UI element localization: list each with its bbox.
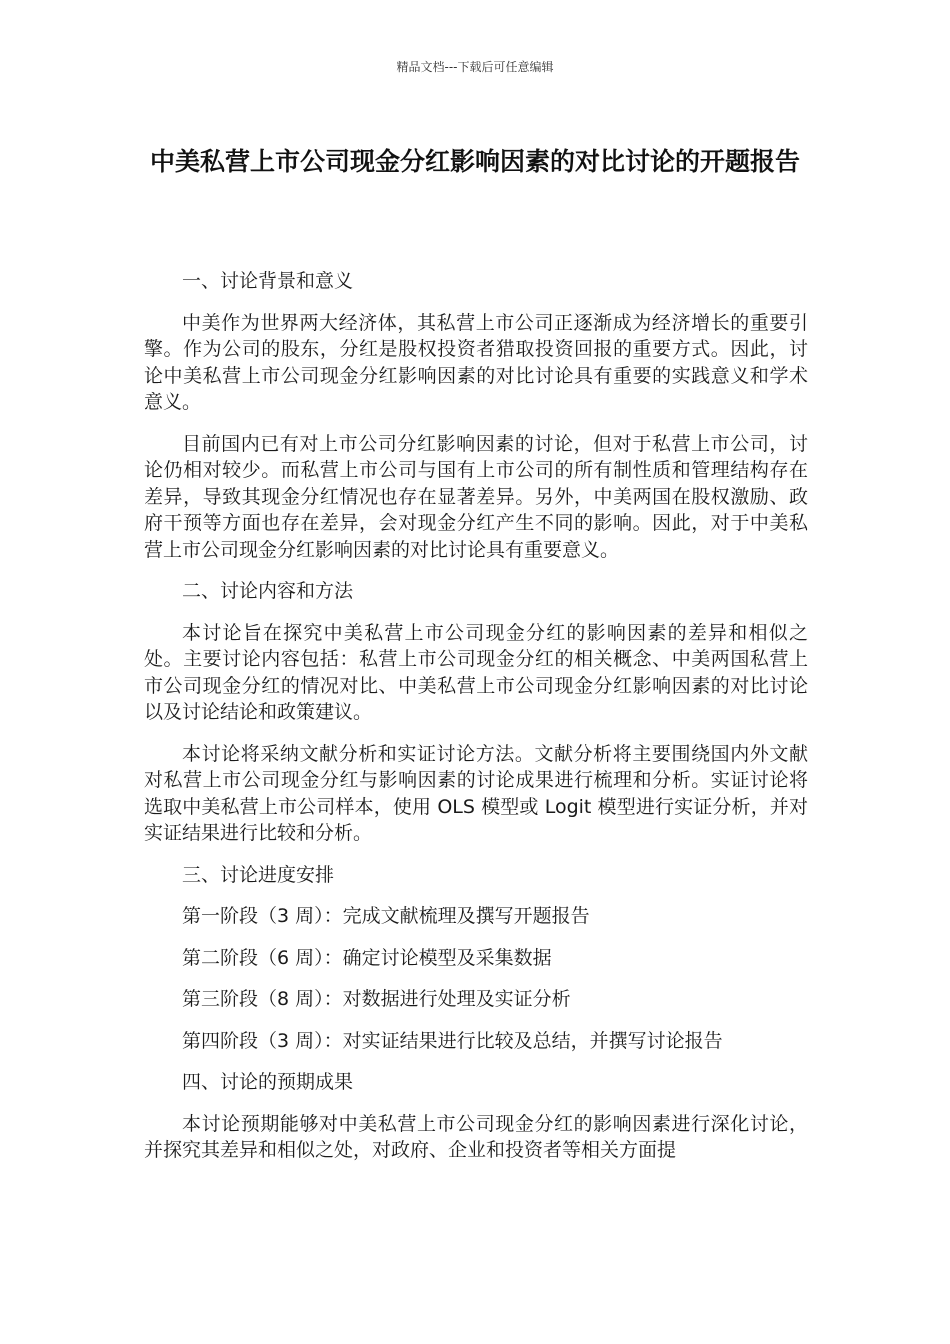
schedule-stage-3: 第三阶段（8 周）：对数据进行处理及实证分析 <box>182 988 571 1010</box>
paragraph-background-1: 中美作为世界两大经济体，其私营上市公司正逐渐成为经济增长的重要引擎。作为公司的股东，分红是股权投资者猎取投资回报的重要方式。因此，讨论中美私营上市公司现金分红影响因素的对比讨论具有重要的实践意义和学术意义。 <box>144 311 808 413</box>
paragraph-method-1: 本讨论将采纳文献分析和实证讨论方法。文献分析将主要围绕国内外文献对私营上市公司现金分红与影响因素的讨论成果进行梳理和分析。实证讨论将选取中美私营上市公司样本，使用 OLS 模型或 Logit 模型进行实证分析，并对实证结果进行比较和分析。 <box>144 742 808 844</box>
schedule-stage-1: 第一阶段（3 周）：完成文献梳理及撰写开题报告 <box>182 905 590 927</box>
document-body <box>144 268 808 1179</box>
schedule-stage-2: 第二阶段（6 周）：确定讨论模型及采集数据 <box>182 946 552 969</box>
section-heading-background: 一、讨论背景和意义 <box>182 270 354 292</box>
schedule-stage-4: 第四阶段（3 周）：对实证结果进行比较及总结，并撰写讨论报告 <box>182 1029 723 1052</box>
section-heading-expected-results: 四、讨论的预期成果 <box>182 1071 354 1093</box>
page-header: 精品文档---下载后可任意编辑 <box>396 60 554 74</box>
section-heading-content-method: 二、讨论内容和方法 <box>182 580 354 602</box>
paragraph-expected-results-1: 本讨论预期能够对中美私营上市公司现金分红的影响因素进行深化讨论，并探究其差异和相似之处，对政府、企业和投资者等相关方面提 <box>144 1112 808 1161</box>
paragraph-background-2: 目前国内已有对上市公司分红影响因素的讨论，但对于私营上市公司，讨论仍相对较少。而私营上市公司与国有上市公司的所有制性质和管理结构存在差异，导致其现金分红情况也存在显著差异。另外，中美两国在股权激励、政府干预等方面也存在差异，会对现金分红产生不同的影响。因此，对于中美私营上市公司现金分红影响因素的对比讨论具有重要意义。 <box>144 432 808 561</box>
section-heading-schedule: 三、讨论进度安排 <box>182 863 335 886</box>
document-title: 中美私营上市公司现金分红影响因素的对比讨论的开题报告 <box>149 147 800 176</box>
paragraph-content-1: 本讨论旨在探究中美私营上市公司现金分红的影响因素的差异和相似之处。主要讨论内容包括：私营上市公司现金分红的相关概念、中美两国私营上市公司现金分红的情况对比、中美私营上市公司现金分红影响因素的对比讨论以及讨论结论和政策建议。 <box>144 621 808 723</box>
